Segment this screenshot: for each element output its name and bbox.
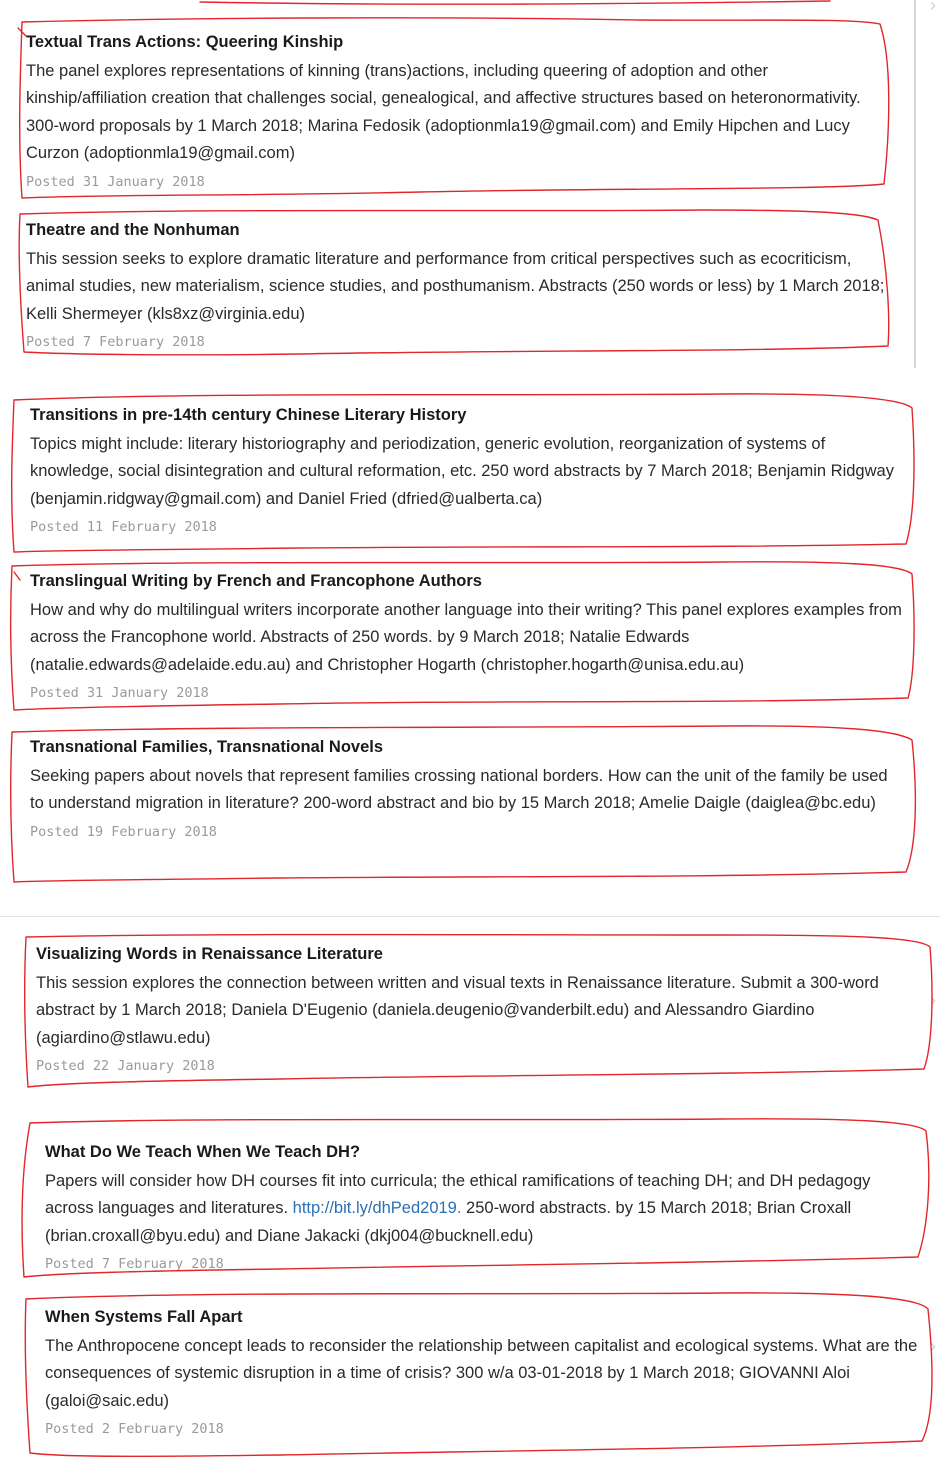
chevron-right-icon: › bbox=[930, 990, 936, 1010]
chevron-right-icon: › bbox=[930, 0, 936, 15]
cfp-entry[interactable] bbox=[36, 943, 916, 1075]
screenshot-panel-1 bbox=[0, 0, 940, 368]
entry-description bbox=[45, 1168, 923, 1250]
cfp-entry[interactable] bbox=[26, 219, 906, 351]
entry-title[interactable]: Transnational Families, Transnational Novels bbox=[30, 738, 384, 756]
chevron-right-icon: › bbox=[930, 1336, 936, 1356]
shortlink[interactable]: http://bit.ly/dhPed2019. bbox=[292, 1199, 462, 1218]
entry-posted-date: Posted 11 February 2018 bbox=[30, 519, 217, 536]
red-annotation-stroke bbox=[200, 1, 830, 4]
entry-title[interactable]: Textual Trans Actions: Queering Kinship bbox=[26, 33, 344, 51]
entry-description: Seeking papers about novels that represent families crossing national borders. How can the unit of the family be used to understand migration in literature? 200-word abstract and bio by 15 March 2018; Amelie Daigle (daiglea@bc.edu) bbox=[30, 767, 888, 813]
cfp-entry[interactable] bbox=[30, 736, 910, 841]
entry-posted-date: Posted 31 January 2018 bbox=[26, 173, 205, 190]
entry-title[interactable]: When Systems Fall Apart bbox=[45, 1308, 243, 1326]
cfp-entry[interactable] bbox=[26, 31, 906, 191]
screenshot-panel-3 bbox=[0, 916, 940, 1470]
entry-posted-date: Posted 19 February 2018 bbox=[30, 823, 217, 840]
screenshot-panel-2 bbox=[0, 368, 940, 916]
entry-posted-date: Posted 2 February 2018 bbox=[45, 1421, 224, 1438]
entry-title[interactable]: Transitions in pre-14th century Chinese Literary History bbox=[30, 406, 467, 424]
entry-description: Topics might include: literary historiography and periodization, generic evolution, reorganization of systems of knowledge, social disintegration and cultural reformation, etc. 250 word abstracts by 7 March 2018; Benjamin Ridgway (benjamin.ridgway@gmail.com) and Daniel Fried (dfried@ualberta.ca) bbox=[30, 435, 894, 508]
cfp-entry[interactable] bbox=[30, 404, 910, 536]
entry-title[interactable]: Translingual Writing by French and Francophone Authors bbox=[30, 572, 482, 590]
entry-description: This session seeks to explore dramatic literature and performance from critical perspectives such as ecocriticism, animal studies, new materialism, science studies, and posthumanism. Abstracts (250 words or less) by 1 March 2018; Kelli Shermeyer (kls8xz@virginia.edu) bbox=[26, 250, 885, 323]
cfp-entry[interactable] bbox=[30, 570, 910, 702]
entry-posted-date: Posted 7 February 2018 bbox=[26, 334, 205, 351]
entry-title[interactable]: Visualizing Words in Renaissance Literature bbox=[36, 945, 383, 963]
entry-posted-date: Posted 7 February 2018 bbox=[45, 1256, 224, 1273]
entry-description: How and why do multilingual writers incorporate another language into their writing? This panel explores examples from across the Francophone world. Abstracts of 250 words. by 9 March 2018; Natalie Edwards (natalie.edwards@adelaide.edu.au) and Christopher Hogarth (christopher.hogarth@unisa.edu.au) bbox=[30, 601, 902, 674]
entry-description-text: 250-word abstracts. by 15 March 2018; Brian Croxall (brian.croxall@byu.edu) and Diane Jakacki (dkj004@bucknell.edu) bbox=[45, 1199, 852, 1245]
entry-title[interactable]: Theatre and the Nonhuman bbox=[26, 221, 240, 239]
entry-description-text: Papers will consider how DH courses fit into curricula; the ethical ramifications of teaching DH; and DH pedagogy across languages and literatures. bbox=[45, 1172, 871, 1218]
entry-description: This session explores the connection between written and visual texts in Renaissance literature. Submit a 300-word abstract by 1 March 2018; Daniela D'Eugenio (daniela.deugenio@vanderbilt.edu) and Alessandro Giardino (agiardino@stlawu.edu) bbox=[36, 974, 879, 1047]
red-annotation-stroke bbox=[18, 28, 26, 36]
cfp-entry[interactable] bbox=[45, 1141, 925, 1273]
entry-posted-date: Posted 22 January 2018 bbox=[36, 1058, 215, 1075]
scrollbar[interactable] bbox=[914, 0, 916, 368]
cfp-entry[interactable] bbox=[45, 1306, 925, 1438]
entry-description: The panel explores representations of kinning (trans)actions, including queering of adoption and other kinship/affiliation creation that challenges social, genealogical, and affective structures based on heteronormativity. 300-word proposals by 1 March 2018; Marina Fedosik (adoptionmla19@gmail.com) and Emily Hipchen and Lucy Curzon (adoptionmla19@gmail.com) bbox=[26, 62, 861, 163]
entry-title[interactable]: What Do We Teach When We Teach DH? bbox=[45, 1143, 361, 1161]
entry-description: The Anthropocene concept leads to reconsider the relationship between capitalist and ecological systems. What are the consequences of systemic disruption in a time of crisis? 300 w/a 03-01-2018 by 1 March 2018; GIOVANNI Aloi (galoi@saic.edu) bbox=[45, 1337, 918, 1410]
entry-posted-date: Posted 31 January 2018 bbox=[30, 685, 209, 702]
red-annotation-stroke bbox=[14, 572, 20, 580]
